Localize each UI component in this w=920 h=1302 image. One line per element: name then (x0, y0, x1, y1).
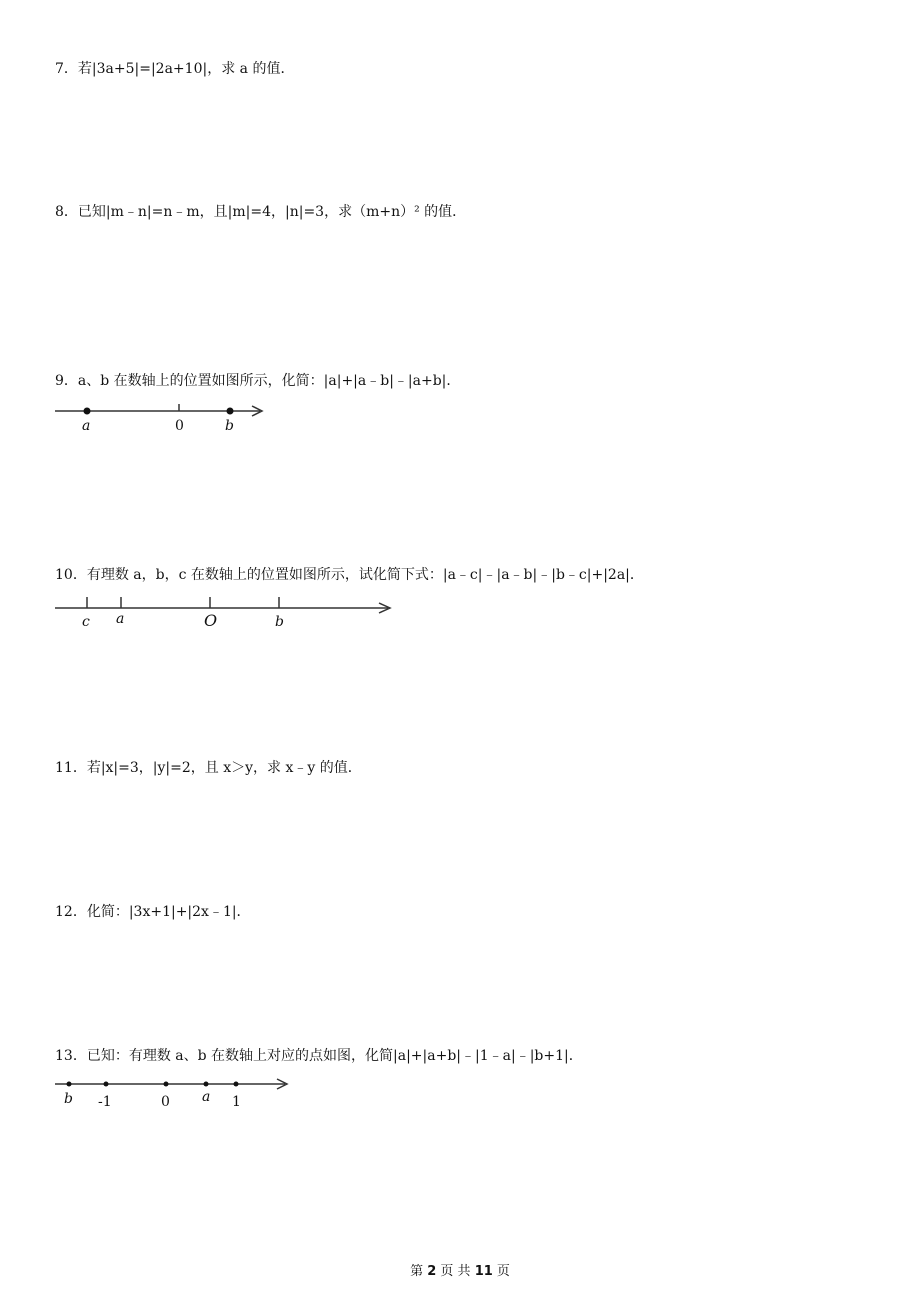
question-9: 9．a、b 在数轴上的位置如图所示，化简：|a|+|a﹣b|﹣|a+b|． (55, 373, 461, 389)
point-one (234, 1082, 239, 1087)
label-zero: 0 (175, 418, 184, 434)
footer-suffix: 页 (496, 1264, 510, 1279)
point-zero (164, 1082, 169, 1087)
question-8: 8．已知|m﹣n|=n﹣m，且|m|=4，|n|=3，求（m+n）² 的值． (55, 204, 467, 220)
label-neg1: -1 (98, 1094, 112, 1110)
footer-prefix: 第 (410, 1264, 424, 1279)
label-a: a (202, 1089, 211, 1105)
label-b: b (275, 614, 284, 630)
point-a (204, 1082, 209, 1087)
question-10: 10．有理数 a，b，c 在数轴上的位置如图所示，试化简下式：|a﹣c|﹣|a﹣b|﹣|b﹣c|+|2a|． (55, 567, 644, 583)
label-c: c (82, 614, 90, 630)
label-zero: 0 (161, 1094, 170, 1110)
question-13: 13．已知：有理数 a、b 在数轴上对应的点如图，化简|a|+|a+b|﹣|1﹣a|﹣|b+1|． (55, 1048, 583, 1064)
point-b (67, 1082, 72, 1087)
label-one: 1 (232, 1094, 241, 1110)
footer-page: 2 (427, 1264, 437, 1279)
point-neg1 (104, 1082, 109, 1087)
label-a: a (82, 418, 91, 434)
question-11: 11．若|x|=3，|y|=2，且 x＞y，求 x﹣y 的值． (55, 760, 362, 776)
question-12: 12．化简：|3x+1|+|2x﹣1|． (55, 904, 251, 920)
question-7: 7．若|3a+5|=|2a+10|，求 a 的值． (55, 61, 295, 77)
label-a: a (116, 611, 125, 627)
label-b: b (64, 1091, 73, 1107)
page-footer (0, 1260, 920, 1279)
label-o: O (204, 611, 218, 630)
label-b: b (225, 418, 234, 434)
footer-total: 11 (474, 1264, 493, 1279)
footer-mid: 页 共 (440, 1264, 471, 1279)
